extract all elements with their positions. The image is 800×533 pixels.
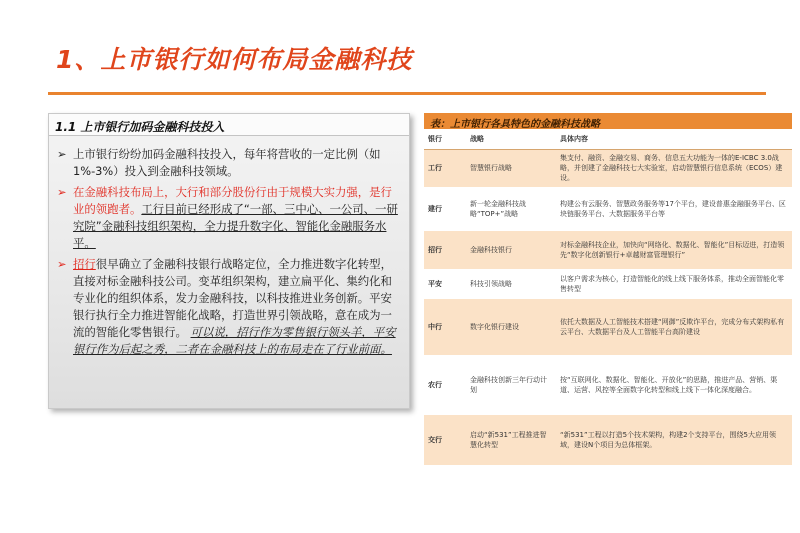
table-row [424, 415, 792, 465]
bullet-highlight: 招行 [73, 257, 96, 271]
bullet-marker-icon: ➢ [57, 147, 67, 161]
bullet-conclusion: 可以说，招行作为零售银行领头羊，平安银行作为后起之秀，二者在金融科技上的布局走在了行业前面。 [73, 325, 396, 356]
cell-strategy: 金融科技创新三年行动计划 [466, 355, 556, 415]
cell-detail: 构建公有云服务、智慧政务服务等17个平台，建设普惠金融服务平台、区块链服务平台、大数据服务平台等 [556, 187, 792, 231]
title-divider [48, 92, 766, 95]
bullet-leaders [57, 184, 399, 252]
column-header-bank: 银行 [424, 129, 466, 149]
cell-detail: 集支付、融资、金融交易、商务、信息五大功能为一体的E-ICBC 3.0战略，并创建了金融科技七大实验室，启动智慧银行信息系统（ECOS）建设。 [556, 149, 792, 187]
cell-bank: 工行 [424, 149, 466, 187]
table-row [424, 355, 792, 415]
bullet-marker-icon: ➢ [57, 257, 67, 271]
callout-heading: 1.1 上市银行加码金融科技投入 [49, 114, 409, 136]
cell-detail: 对标金融科技企业，加快向“网络化、数据化、智能化”目标迈进，打造领先“数字化创新银行+卓越财富管理银行” [556, 231, 792, 269]
cell-bank: 农行 [424, 355, 466, 415]
bullet-marker-icon: ➢ [57, 185, 67, 199]
bullet-cmb [57, 256, 399, 358]
cell-strategy: 金融科技银行 [466, 231, 556, 269]
cell-bank: 平安 [424, 269, 466, 299]
cell-strategy: 科技引领战略 [466, 269, 556, 299]
page-title: 1、上市银行如何布局金融科技 [56, 45, 413, 74]
cell-bank: 建行 [424, 187, 466, 231]
cell-detail: 按“互联网化、数据化、智能化、开放化”的思路，推进产品、营销、渠道、运营、风控等全面数字化转型和线上线下一体化深度融合。 [556, 355, 792, 415]
table-row [424, 269, 792, 299]
table-row [424, 187, 792, 231]
bullet-text: 很早确立了金融科技银行战略定位，全力推进数字化转型，直接对标金融科技公司。变革组织架构，建立扁平化、集约化和专业化的组织体系，发力金融科技，以科技推进业务创新。平安银行执行全力推进智能化战略，打造世界引领战略，意在成为一流的智能化零售银行。 [73, 257, 392, 339]
column-header-detail: 具体内容 [556, 129, 792, 149]
bullet-investment [57, 146, 399, 180]
strategy-table [424, 129, 792, 465]
table-row [424, 149, 792, 187]
cell-strategy: 新一轮金融科技战略“TOP+”战略 [466, 187, 556, 231]
cell-bank: 交行 [424, 415, 466, 465]
cell-detail: “新531”工程以打造5个技术架构，构建2个支持平台，围绕5大应用领域，建设N个项目为总体框架。 [556, 415, 792, 465]
bullet-text: 上市银行纷纷加码金融科技投入，每年将营收的一定比例（如1%-3%）投入到金融科技领域。 [73, 147, 381, 178]
cell-detail: 依托大数据及人工智能技术搭建“网御”反欺诈平台，完成分布式架构私有云平台、大数据平台及人工智能平台高阶建设 [556, 299, 792, 355]
cell-detail: 以客户需求为核心，打造智能化的线上线下服务体系，推动全面智能化零售转型 [556, 269, 792, 299]
callout-body [49, 136, 409, 358]
bullet-highlight: 在金融科技布局上，大行和部分股份行由于规模大实力强，是行业的领跑者。 [73, 185, 392, 216]
cell-strategy: 启动“新531”工程推进智慧化转型 [466, 415, 556, 465]
strategy-table-panel [424, 113, 792, 465]
cell-bank: 中行 [424, 299, 466, 355]
cell-strategy: 智慧银行战略 [466, 149, 556, 187]
cell-bank: 招行 [424, 231, 466, 269]
investment-callout-box [48, 113, 410, 409]
cell-strategy: 数字化银行建设 [466, 299, 556, 355]
bullet-text: 工行目前已经形成了“一部、三中心、一公司、一研究院”金融科技组织架构，全力提升数字化、智能化金融服务水平。 [73, 202, 398, 250]
table-row [424, 231, 792, 269]
table-row [424, 299, 792, 355]
table-title: 表：上市银行各具特色的金融科技战略 [424, 113, 792, 129]
column-header-strategy: 战略 [466, 129, 556, 149]
